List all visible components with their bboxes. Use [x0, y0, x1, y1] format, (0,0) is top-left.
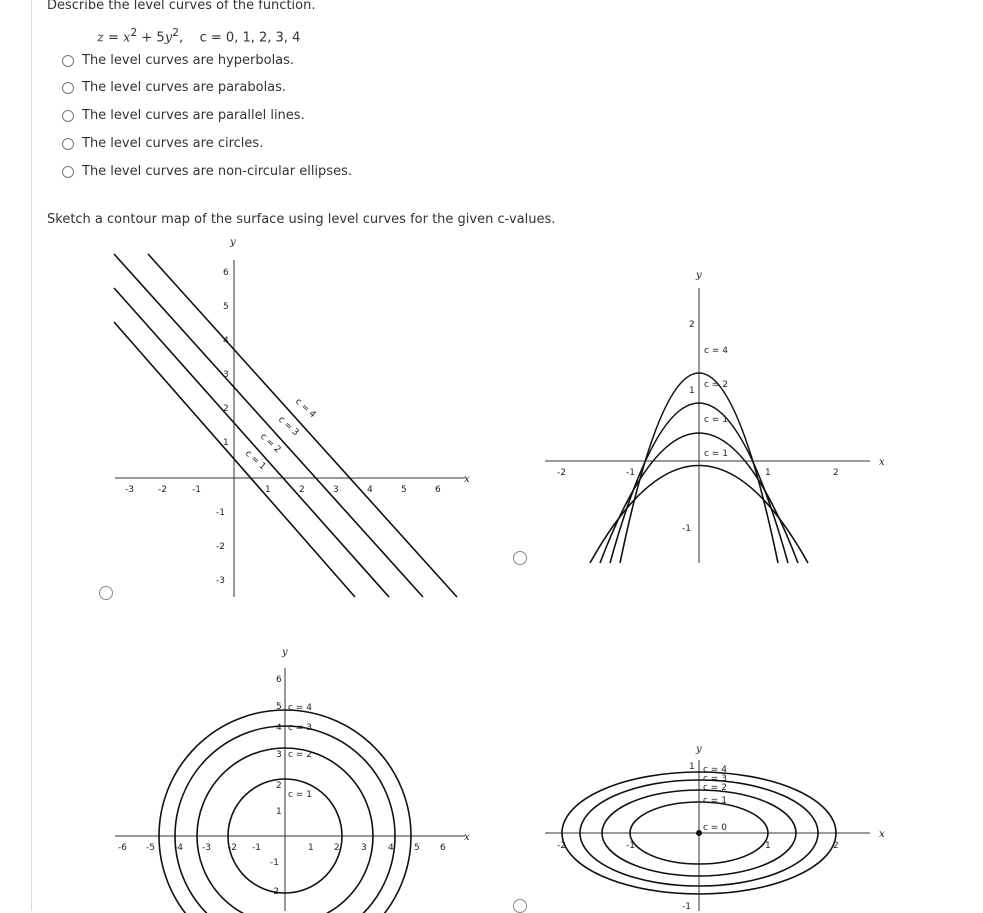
x-axis-label: x — [879, 457, 885, 468]
svg-text:5: 5 — [276, 702, 282, 712]
svg-text:1: 1 — [765, 841, 771, 851]
svg-text:-2: -2 — [158, 485, 167, 495]
svg-text:-1: -1 — [626, 841, 635, 851]
x-axis-label: x — [464, 474, 470, 485]
graph-lines-radio[interactable] — [99, 586, 113, 600]
svg-text:2: 2 — [223, 404, 229, 414]
y-axis-label: y — [230, 237, 236, 248]
svg-text:1: 1 — [265, 485, 271, 495]
point-c0 — [696, 830, 702, 836]
label-c3: c = 3 — [275, 414, 301, 439]
level-line-c2 — [114, 288, 389, 597]
c-values: c = 0, 1, 2, 3, 4 — [199, 30, 301, 46]
function-formula: $z = x^2 + 5y^2$, c = 0, 1, 2, 3, 4 — [97, 26, 301, 46]
radio-button[interactable] — [62, 166, 74, 178]
svg-text:-1: -1 — [270, 858, 279, 868]
svg-text:3: 3 — [333, 485, 339, 495]
svg-text:4: 4 — [276, 723, 282, 733]
svg-text:6: 6 — [440, 843, 446, 853]
graph-lines — [110, 232, 480, 602]
svg-text:1: 1 — [689, 762, 695, 772]
svg-text:4: 4 — [388, 843, 394, 853]
svg-text:4: 4 — [223, 336, 229, 346]
svg-text:-2: -2 — [557, 468, 566, 478]
left-border — [31, 0, 32, 911]
svg-text:3: 3 — [223, 370, 229, 380]
x-tick-labels — [125, 485, 441, 495]
label-c4: c = 4 — [292, 396, 318, 421]
level-line-c3 — [114, 254, 423, 597]
label-c1: c = 1 — [703, 796, 727, 806]
option-parabolas[interactable]: The level curves are parabolas. — [62, 80, 286, 95]
x-tick-labels — [557, 468, 839, 478]
x-tick-labels — [557, 841, 839, 851]
question-prompt: Describe the level curves of the function. — [47, 0, 316, 13]
label-c0: c = 0 — [703, 823, 727, 833]
svg-text:1: 1 — [276, 807, 282, 817]
x-axis-label: x — [464, 832, 470, 843]
svg-text:-1: -1 — [192, 485, 201, 495]
graph-parabolas — [540, 268, 890, 568]
svg-text:-3: -3 — [216, 576, 225, 586]
y-tick-labels — [682, 762, 695, 912]
svg-text:-3: -3 — [125, 485, 134, 495]
radio-button[interactable] — [62, 110, 74, 122]
x-axis-label: x — [879, 829, 885, 840]
label-c1: c = 1 — [288, 790, 312, 800]
svg-text:6: 6 — [223, 268, 229, 278]
y-tick-labels — [270, 675, 282, 897]
svg-text:2: 2 — [689, 320, 695, 330]
svg-text:1: 1 — [223, 438, 229, 448]
svg-text:3: 3 — [276, 750, 282, 760]
svg-text:4: 4 — [367, 485, 373, 495]
svg-text:-6: -6 — [118, 843, 127, 853]
label-c2: c = 2 — [257, 431, 283, 456]
y-axis-label: y — [696, 744, 702, 755]
label-c1: c = 1 — [704, 415, 728, 425]
svg-text:2: 2 — [833, 468, 839, 478]
y-axis-label: y — [696, 270, 702, 281]
svg-text:-2: -2 — [557, 841, 566, 851]
level-line-c4 — [148, 254, 457, 597]
graph-circles — [110, 644, 480, 911]
label-c3: c = 3 — [288, 723, 312, 733]
svg-text:-2: -2 — [228, 843, 237, 853]
svg-text:-1: -1 — [626, 468, 635, 478]
svg-text:3: 3 — [361, 843, 367, 853]
radio-button[interactable] — [62, 55, 74, 67]
svg-text:6: 6 — [435, 485, 441, 495]
graph-parabolas-radio[interactable] — [513, 551, 527, 565]
svg-text:6: 6 — [276, 675, 282, 685]
x-tick-labels — [118, 843, 446, 853]
svg-text:2: 2 — [276, 781, 282, 791]
option-circles[interactable]: The level curves are circles. — [62, 136, 263, 151]
svg-text:-3: -3 — [202, 843, 211, 853]
svg-text:-4: -4 — [174, 843, 183, 853]
label-c1b: c = 1 — [704, 449, 728, 459]
svg-text:5: 5 — [401, 485, 407, 495]
svg-text:5: 5 — [223, 302, 229, 312]
svg-text:-2: -2 — [270, 887, 279, 897]
svg-text:-1: -1 — [682, 902, 691, 912]
svg-text:2: 2 — [299, 485, 305, 495]
label-c3: c = 3 — [703, 774, 727, 784]
y-axis-label: y — [282, 647, 288, 658]
label-c4: c = 4 — [288, 703, 312, 713]
label-c2: c = 2 — [704, 380, 728, 390]
svg-text:-5: -5 — [146, 843, 155, 853]
svg-text:5: 5 — [414, 843, 420, 853]
option-hyperbolas[interactable]: The level curves are hyperbolas. — [62, 53, 294, 68]
y-tick-labels — [216, 268, 229, 586]
option-parallel-lines[interactable]: The level curves are parallel lines. — [62, 108, 305, 123]
sketch-prompt: Sketch a contour map of the surface using level curves for the given c-values. — [47, 212, 556, 227]
svg-text:1: 1 — [689, 386, 695, 396]
option-ellipses[interactable]: The level curves are non-circular ellipses. — [62, 164, 352, 179]
radio-button[interactable] — [62, 138, 74, 150]
svg-text:2: 2 — [334, 843, 340, 853]
label-c2: c = 2 — [288, 750, 312, 760]
label-c4: c = 4 — [704, 346, 728, 356]
radio-button[interactable] — [62, 82, 74, 94]
label-c1: c = 1 — [242, 448, 268, 473]
svg-text:1: 1 — [308, 843, 314, 853]
label-c2: c = 2 — [703, 783, 727, 793]
svg-text:-2: -2 — [216, 542, 225, 552]
graph-ellipses — [540, 740, 890, 911]
svg-text:-1: -1 — [252, 843, 261, 853]
svg-text:-1: -1 — [682, 524, 691, 534]
svg-text:1: 1 — [765, 468, 771, 478]
svg-text:2: 2 — [833, 841, 839, 851]
label-c4: c = 4 — [703, 765, 727, 775]
svg-text:-1: -1 — [216, 508, 225, 518]
y-tick-labels — [682, 320, 695, 534]
